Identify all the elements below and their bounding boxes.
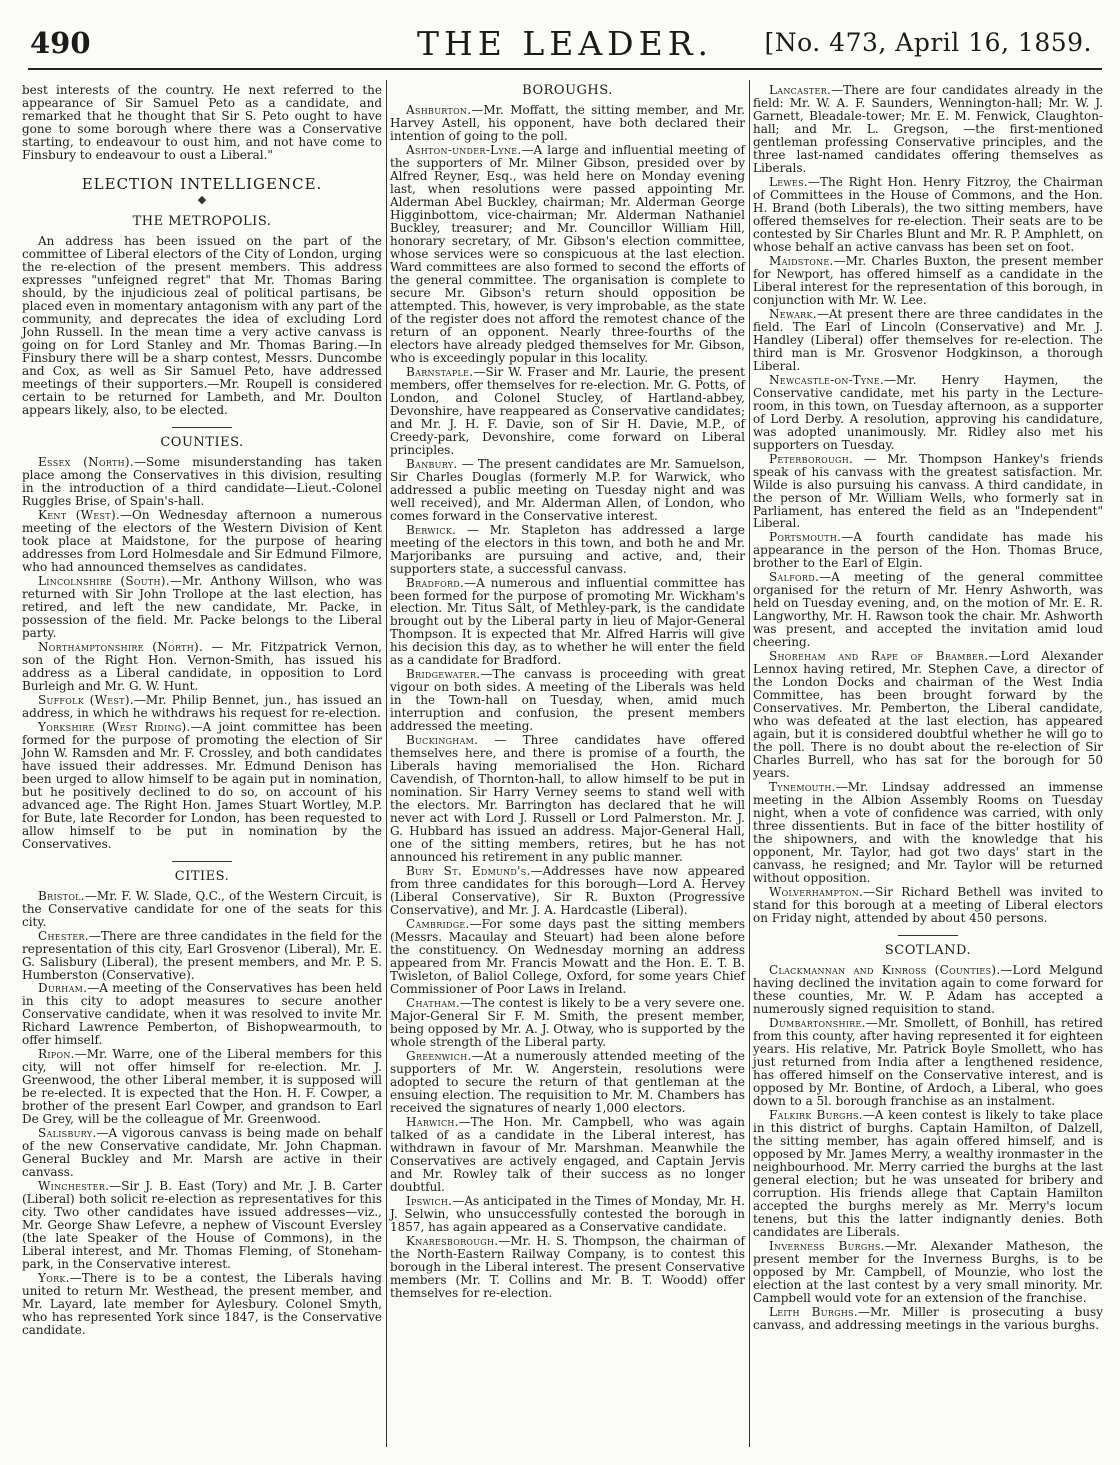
article-paragraph [390, 997, 745, 1049]
article-paragraph [390, 734, 745, 864]
paragraph-text: —Mr. Moffatt, the sitting member, and Mr. Harvey Astell, his opponent, have both declared their intention of going to the poll. [390, 103, 745, 144]
paragraph-text: —The Right Hon. Henry Fitzroy, the Chairman of Committees in the House of Commons, and the Hon. H. Brand (both Liberals), the two sitting members, have offered themselves for re-election. Their seats are to be contested by Sir Charles Blunt and Mr. R. P. Amphlett, on whose behalf an active canvass has been set on foot. [753, 174, 1103, 254]
newspaper-title: THE LEADER. [416, 24, 714, 63]
paragraph-text: —Lord Melgund having declined the invitation again to come forward for these counties, Mr. W. P. Adam has accepted a numerously signed requisition to stand. [753, 963, 1103, 1017]
article-paragraph [390, 104, 745, 143]
paragraph-lead: Peterborough. [769, 451, 854, 466]
paragraph-text: —Mr. Henry Haymen, the Conservative candidate, met his party in the Lecture-room, in this town, on Tuesday afternoon, as a supporter of Lord Derby. A resolution, approving his candidature, was adopted unanimously. Mr. Ridley also met his supporters on Tuesday. [753, 372, 1103, 452]
paragraph-lead: Yorkshire (West Riding). [38, 719, 191, 734]
paragraph-lead: Ashton-under-Lyne. [406, 143, 522, 158]
column-3 [753, 84, 1103, 1333]
paragraph-lead: Bury St. Edmund's. [406, 864, 531, 879]
paragraph-text: — Mr. Fitzpatrick Vernon, son of the Right Hon. Vernon-Smith, has issued his address as a Liberal candidate, in opposition to Lord Burleigh and Mr. G. W. Hunt. [22, 639, 382, 693]
article-paragraph [390, 366, 745, 457]
paragraph-lead: Buckingham. [406, 733, 479, 748]
paragraph-lead: Kent (West). [38, 507, 121, 522]
article-paragraph [753, 964, 1103, 1016]
masthead [28, 22, 1102, 70]
subsection-heading: CITIES. [174, 868, 230, 884]
article-paragraph [22, 1180, 382, 1271]
subsection-heading: BOROUGHS. [522, 83, 613, 98]
article-paragraph [22, 509, 382, 574]
column-rule [749, 80, 750, 1447]
paragraph-text: — The present candidates are Mr. Samuelson, Sir Charles Douglas (formerly M.P. for Warwick, who addressed a public meeting on Tuesday night and was well received), and Mr. Alderman Allen, of London, who comes forward in the Conservative interest. [390, 456, 745, 523]
article-paragraph [390, 865, 745, 917]
paragraph-lead: Suffolk (West). [38, 692, 134, 707]
paragraph-text: —At present there are three candidates in the field. The Earl of Lincoln (Conservative) and Mr. J. Handley (Liberal) offer themselves for re-election. The third man is Mr. Grosvenor Hodgkinson, a thorough Liberal. [753, 306, 1103, 373]
article-paragraph [22, 982, 382, 1047]
column-2 [390, 84, 745, 1301]
subsection-heading: COUNTIES. [160, 434, 244, 450]
metropolis-paragraph: An address has been issued on the part of the committee of Liberal electors of the City of London, urging the re-election of the present members. This address expresses "unfeigned regret" that Mr. Thomas Baring should, by the injudicious zeal of political partisans, be placed even in momentary antagonism with any part of the community, and deprecates the idea of excluding Lord John Russell. In the mean time a very active canvass is going on for Lord Stanley and Mr. Thomas Baring.—In Finsbury there will be a sharp contest, Messrs. Duncombe and Cox, as well as Sir Samuel Peto, have addressed meetings of their supporters.—Mr. Roupell is considered certain to be returned for Lambeth, and Mr. Doulton appears likely, also, to be elected. [22, 234, 382, 417]
section-heading: ELECTION INTELLIGENCE. [81, 174, 323, 193]
paragraph-lead: Lincolnshire (South). [38, 573, 170, 588]
article-paragraph [22, 575, 382, 640]
paragraph-text: —The canvass is proceeding with great vigour on both sides. A meeting of the Liberals was held in the Town-hall on Tuesday, when, amid much interruption and confusion, the present members addressed the meeting. [390, 667, 745, 734]
article-paragraph [390, 577, 745, 668]
paragraph-lead: Bradford. [406, 575, 465, 590]
paragraph-lead: Ashburton. [406, 103, 472, 118]
paragraph-text: —A vigorous canvass is being made on behalf of the new Conservative candidate, Mr. John Chapman. General Buckley and Mr. Marsh are active in their canvass. [22, 1126, 382, 1180]
column-rule [386, 80, 387, 1447]
paragraph-lead: Cambridge. [406, 917, 470, 932]
article-paragraph [753, 1017, 1103, 1108]
paragraph-text: — Mr. Thompson Hankey's friends speak of his canvass with the greatest satisfaction. Mr. Wilde is also pursuing his canvass. A third candidate, in the person of Mr. William Wells, who formerly sat in Parliament, has entered the field as an "Independent" Liberal. [753, 451, 1103, 531]
paragraph-lead: Newark. [769, 306, 817, 321]
article-paragraph [22, 456, 382, 508]
article-paragraph [390, 1235, 745, 1300]
paragraph-lead: Leith Burghs. [769, 1304, 859, 1319]
paragraph-text: —Some misunderstanding has taken place among the Conservatives in this division, resulting in the introduction of a third candidate—Lieut.-Colonel Ruggles Brise, of Spain's-hall. [22, 454, 382, 508]
article-paragraph [22, 1127, 382, 1179]
article-paragraph [753, 886, 1103, 925]
article-paragraph [753, 531, 1103, 570]
section-divider [172, 427, 232, 428]
paragraph-text: —On Wednesday afternoon a numerous meeting of the electors of the Western Division of Kent took place at Maidstone, for the purpose of hearing addresses from Lord Holmesdale and Sir Edmund Filmore, who had announced themselves as candidates. [22, 507, 382, 574]
article-paragraph [753, 453, 1103, 531]
paragraph-lead: Northamptonshire (North). [38, 639, 204, 654]
paragraph-lead: Chatham. [406, 996, 460, 1011]
paragraph-text: —For some days past the sitting members (Messrs. Macaulay and Steuart) had been alone before the constituency. On Wednesday morning an address appeared from Mr. Francis Mowatt and the Hon. E. T. B. Twisleton, of Baliol College, Oxford, for some years Chief Commissioner of Poor Laws in Ireland. [390, 917, 745, 997]
paragraph-lead: Lewes. [769, 174, 808, 189]
paragraph-lead: Newcastle-on-Tyne. [769, 372, 885, 387]
paragraph-lead: Greenwich. [406, 1048, 472, 1063]
paragraph-lead: Winchester. [38, 1179, 110, 1194]
paragraph-text: —Sir J. B. East (Tory) and Mr. J. B. Carter (Liberal) both solicit re-election as representatives for this city. Two other candidates have issued addresses—viz., Mr. George Shaw Lefevre, a nephew of Viscount Eversley (the late Speaker of the House of Commons), in the Liberal interest, and Mr. Thomas Fleming, of Stoneham-park, in the Conservative interest. [22, 1179, 382, 1272]
paragraph-text: —Sir Richard Bethell was invited to stand for this borough at a meeting of Liberal electors on Friday night, attended by about 450 persons. [753, 885, 1103, 926]
article-paragraph [753, 255, 1103, 307]
column-1 [22, 84, 382, 1338]
paragraph-lead: Ripon. [38, 1047, 75, 1062]
paragraph-text: —Mr. Lindsay addressed an immense meeting in the Albion Assembly Rooms on Tuesday night, when a vote of confidence was carried, with only three dissentients. But in face of the bitter hostility of the shipowners, and with the knowledge that his opponent, Mr. Taylor, had got two days' start in the canvass, he resigned; and Mr. Taylor will be returned without opposition. [753, 780, 1103, 886]
paragraph-lead: Maidstone. [769, 253, 834, 268]
paragraph-lead: Knaresborough. [406, 1233, 499, 1248]
paragraph-lead: Durham. [38, 981, 88, 996]
paragraph-text: —Mr. F. W. Slade, Q.C., of the Western Circuit, is the Conservative candidate for one of the seats for this city. [22, 888, 382, 929]
article-paragraph [753, 1109, 1103, 1239]
paragraph-lead: Shoreham and Rape of Bramber. [769, 649, 989, 664]
section-divider [898, 935, 958, 936]
article-paragraph [390, 524, 745, 576]
paragraph-text: —Mr. Miller is prosecuting a busy canvass, and addressing meetings in the various burghs. [753, 1304, 1103, 1332]
paragraph-lead: Inverness Burghs. [769, 1238, 885, 1253]
article-paragraph [753, 650, 1103, 780]
article-paragraph [22, 890, 382, 929]
article-paragraph [390, 1195, 745, 1234]
paragraph-lead: Tynemouth. [769, 780, 836, 795]
ornament-icon: ◆ [197, 193, 207, 207]
paragraph-lead: Clackmannan and Kinross (Counties). [769, 963, 1001, 978]
paragraph-text: —As anticipated in the Times of Monday, Mr. H. J. Selwin, who unsuccessfully contested the borough in 1857, has again appeared as a Conservative candidate. [390, 1193, 745, 1234]
article-paragraph [753, 1240, 1103, 1305]
paragraph-text: —Mr. Anthony Willson, who was returned with Sir John Trollope at the last election, has retired, and left the new candidate, Mr. Packe, in possession of the field. Mr. Packe belongs to the Liberal party. [22, 573, 383, 640]
article-paragraph [753, 84, 1103, 175]
paragraph-lead: Salisbury. [38, 1126, 97, 1141]
paragraph-lead: Lancaster. [769, 83, 832, 97]
paragraph-lead: Portsmouth. [769, 530, 842, 545]
article-paragraph [22, 1048, 382, 1126]
issue-dateline: [No. 473, April 16, 1859. [764, 28, 1092, 57]
page-number: 490 [30, 26, 91, 60]
paragraph-lead: Ipswich. [406, 1193, 453, 1208]
paragraph-lead: Berwick. [406, 522, 457, 537]
paragraph-text: —A fourth candidate has made his appearance in the person of the Hon. Thomas Bruce, brother to the Earl of Elgin. [753, 530, 1103, 571]
paragraph-lead: Dumbartonshire. [769, 1016, 866, 1031]
paragraph-text: —A meeting of the general committee organised for the return of Mr. Henry Ashworth, was held on Tuesday evening, and, on the motion of Mr. E. R. Langworthy, Mr. H. Rawson took the chair. Mr. Ashworth was present, and accepted the invitation amid loud cheering. [753, 570, 1103, 650]
section-divider [172, 861, 232, 862]
article-paragraph [390, 668, 745, 733]
intro-paragraph: best interests of the country. He next referred to the appearance of Sir Samuel Peto as a candidate, and remarked that he thought that Sir S. Peto ought to have gone to some borough where there was a Conservative starting, to endeavour to oust him, and not have come to Finsbury to endeavour to oust a Liberal." [22, 83, 382, 162]
paragraph-lead: Essex (North). [38, 454, 135, 469]
paragraph-text: —There are three candidates in the field for the representation of this city, Earl Grosvenor (Liberal), Mr. E. G. Salisbury (Liberal), the present members, and Mr. P. S. Humberston (Conservative). [22, 928, 382, 982]
paragraph-text: —Mr. Warre, one of the Liberal members for this city, will not offer himself for re-election. Mr. J. Greenwood, the other Liberal member, it is supposed will be re-elected. It is expected that the Hon. H. F. Cowper, a brother of the present Earl Cowper, and grandson to Earl De Grey, will be the colleague of Mr. Greenwood. [22, 1047, 382, 1127]
paragraph-lead: Barnstaple. [406, 364, 474, 379]
article-paragraph [753, 374, 1103, 452]
subsection-heading: SCOTLAND. [884, 943, 972, 958]
article-paragraph [390, 918, 745, 996]
paragraph-text: —There are four candidates already in the field: Mr. W. A. F. Saunders, Wennington-hall; Mr. W. J. Garnett, Bleadale-tower; Mr. E. M. Fenwick, Claughton-hall; and Mr. L. Gregson, —the first-mentioned gentleman professing Conservative principles, and the three last-named candidates offering themselves as Liberals. [753, 83, 1103, 175]
paragraph-text: — Three candidates have offered themselves here, and there is promise of a fourth, the Liberals having memorialised the Hon. Richard Cavendish, of Thornton-hall, to allow himself to be put in nomination. Sir Harry Verney seems to stand well with the electors. Mr. Barrington has declared that he will never act with Lord J. Russell or Lord Palmerston. Mr. J. G. Hubbard has issued an address. Major-General Hall, one of the sitting members, retires, but he has not announced his retirement in any public manner. [390, 733, 745, 865]
paragraph-lead: Salford. [769, 570, 820, 585]
paragraph-text: —Mr. H. S. Thompson, the chairman of the North-Eastern Railway Company, is to contest this borough in the Liberal interest. The present Conservative members (Mr. T. Collins and Mr. B. T. Woodd) offer themselves for re-election. [390, 1233, 745, 1300]
article-paragraph [753, 571, 1103, 649]
paragraph-text: —Mr. Charles Buxton, the present member for Newport, has offered himself as a candidate in the Liberal interest for the representation of this borough, in conjunction with Mr. W. Lee. [753, 253, 1103, 307]
article-paragraph [390, 1050, 745, 1115]
paragraph-lead: Chester. [38, 928, 89, 943]
paragraph-text: —Mr. Alexander Matheson, the present member for the Inverness Burghs, is to be opposed by Mr. Campbell, of Mounzie, who lost the election at the last contest by a very small minority. Mr. Campbell would vote for an extension of the franchise. [753, 1238, 1103, 1305]
paragraph-text: —Addresses have now appeared from three candidates for this borough—Lord A. Hervey (Liberal Conservative), Sir R. Buxton (Progressive Conservative), and Mr. J. A. Hardcastle (Liberal). [390, 864, 745, 918]
paragraph-text: —A keen contest is likely to take place in this district of burghs. Captain Hamilton, of Dalzell, the sitting member, has again offered himself, and is opposed by Mr. James Merry, a wealthy ironmaster in the neighbourhood. Mr. Merry carried the burghs at the last general election; but he was unseated for bribery and corruption. His friends allege that Captain Hamilton accepted the burghs merely as Mr. Merry's locum tenens, but this the latter indignantly denies. Both candidates are Liberals. [753, 1107, 1103, 1239]
paragraph-text: — Mr. Stapleton has addressed a large meeting of the electors in this town, and both he and Mr. Marjoribanks are pursuing and active, and, their supporters state, a successful canvass. [390, 522, 745, 576]
article-paragraph [22, 930, 382, 982]
paragraph-lead: Harwich. [406, 1114, 459, 1129]
paragraph-text: —Mr. Smollett, of Bonhill, has retired from this county, after having represented it for eighteen years. His relative, Mr. Patrick Boyle Smollett, who has just returned from India after a lengthened residence, has offered himself on the Conservative interest, and is opposed by Mr. Bontine, of Ardoch, a Liberal, who goes down to a 5l. borough franchise as an instalment. [753, 1016, 1103, 1108]
article-paragraph [22, 694, 382, 720]
paragraph-lead: Bridgewater. [406, 667, 481, 682]
article-paragraph [753, 176, 1103, 254]
subsection-heading: THE METROPOLIS. [132, 214, 272, 230]
paragraph-text: —A meeting of the Conservatives has been held in this city to adopt measures to secure another Conservative candidate, when it was resolved to invite Mr. Richard Lawrence Pemberton, of Bishopwearmouth, to offer himself. [22, 981, 382, 1048]
paragraph-lead: Falkirk Burghs. [769, 1107, 863, 1122]
article-paragraph [22, 1272, 382, 1337]
article-paragraph [390, 458, 745, 523]
paragraph-text: —There is to be a contest, the Liberals having united to return Mr. Westhead, the present member, and Mr. Layard, late member for Aylesbury. Colonel Smyth, who has represented York since 1847, is the Conservative candidate. [22, 1271, 382, 1338]
paragraph-lead: Bristol. [38, 888, 85, 903]
paragraph-text: —A numerous and influential committee has been formed for the purpose of promoting Mr. Wickham's election. Mr. Titus Salt, of Methley-park, is the candidate brought out by the Liberal party in lieu of Major-General Thompson. It is expected that Mr. Alfred Harris will give his decision this day, as to whether he will enter the field as a candidate for Bradford. [390, 575, 745, 668]
article-paragraph [753, 308, 1103, 373]
article-paragraph [753, 1306, 1103, 1332]
paragraph-text: —Lord Alexander Lennox having retired, Mr. Stephen Cave, a director of the London Docks and chairman of the West India Committee, has been brought forward by the Conservatives. Mr. Pemberton, the Liberal candidate, who was defeated at the last election, has appeared again, but it is considered doubtful whether he will go to the poll. There is no doubt about the re-election of Sir Charles Burrell, who has sat for the borough for 50 years. [753, 649, 1103, 781]
article-paragraph [22, 721, 382, 851]
paragraph-text: —Mr. Philip Bennet, jun., has issued an address, in which he withdraws his request for re-election. [22, 692, 382, 720]
paragraph-text: —A joint committee has been formed for the purpose of promoting the election of Sir John W. Ramsden and Mr. F. Crossley, and both candidates have issued their addresses. Mr. Edmund Denison has been urged to allow himself to be again put in nomination, but he positively declined to do so, on account of his advanced age. The Right Hon. James Stuart Wortley, M.P. for Bute, late Recorder for London, has been requested to allow himself to be put in nomination by the Conservatives. [22, 719, 382, 851]
article-paragraph [390, 144, 745, 365]
article-paragraph [390, 1116, 745, 1194]
paragraph-text: —The Hon. Mr. Campbell, who was again talked of as a candidate in the Liberal interest, has withdrawn in favour of Mr. Marshman. Meanwhile the Conservatives are actively engaged, and Captain Jervis and Mr. Rowley talk of their success as no longer doubtful. [390, 1114, 745, 1194]
paragraph-lead: Wolverhampton. [769, 885, 864, 900]
paragraph-lead: York. [38, 1271, 70, 1286]
paragraph-text: —Sir W. Fraser and Mr. Laurie, the present members, offer themselves for re-election. Mr. G. Potts, of London, and Colonel Stucley, of Hartland-abbey, Devonshire, have reappeared as Conservative candidates; and Mr. J. H. F. Davie, son of Sir H. Davie, M.P., of Creedy-park, Devonshire, come forward on Liberal principles. [390, 364, 745, 457]
paragraph-lead: Banbury. [406, 456, 458, 471]
paragraph-text: —The contest is likely to be a very severe one. Major-General Sir F. M. Smith, the present member, being opposed by Mr. A. J. Otway, who is supported by the whole strength of the Liberal party. [390, 996, 745, 1049]
article-paragraph [753, 781, 1103, 885]
article-paragraph [22, 641, 382, 693]
paragraph-text: —At a numerously attended meeting of the supporters of Mr. W. Angerstein, resolutions were adopted to secure the return of that gentleman at the ensuing election. The requisition to Mr. M. Chambers has received the signatures of nearly 1,000 electors. [390, 1048, 745, 1115]
paragraph-text: —A large and influential meeting of the supporters of Mr. Milner Gibson, presided over by Alfred Reyner, Esq., was held here on Monday evening last, when resolutions were passed appointing Mr. Alderman Abel Buckley, chairman; Mr. Alderman George Higginbottom, vice-chairman; Mr. Alderman Nathaniel Buckley, treasurer; and Mr. Councillor William Hill, honorary secretary, of Mr. Gibson's election committee, whose services were so conspicuous at the last election. Ward committees are also formed to second the efforts of the general committee. The organisation is complete to secure Mr. Gibson's return should opposition be attempted. This, however, is very improbable, as the state of the register does not afford the remotest chance of the return of an opponent. Nearly three-fourths of the electors have already pledged themselves for Mr. Gibson, who is exceedingly popular in this locality. [390, 143, 745, 365]
